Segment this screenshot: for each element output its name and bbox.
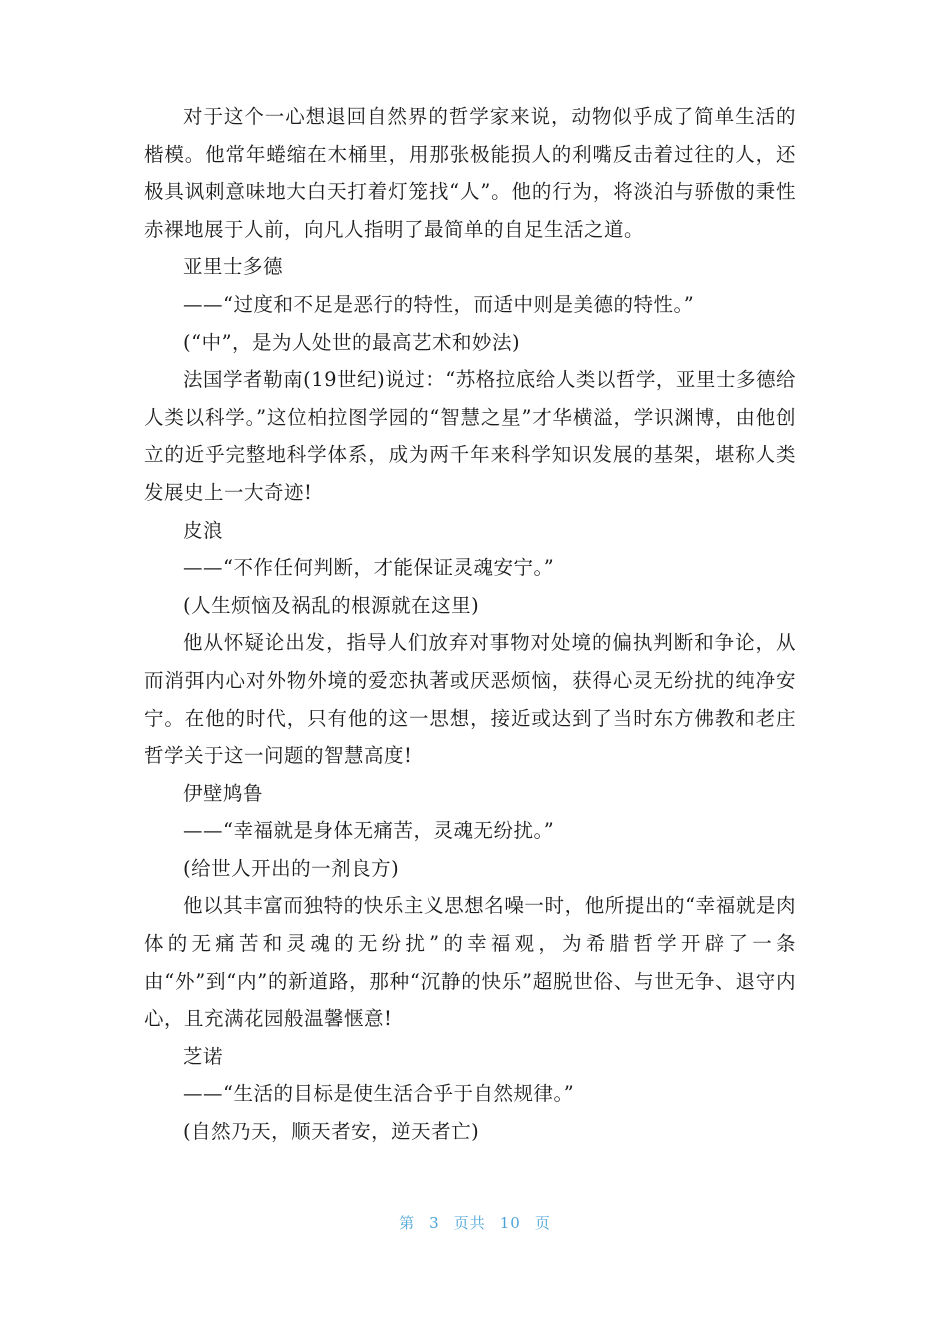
annotation-pyrrho: (人生烦恼及祸乱的根源就在这里) (183, 593, 480, 617)
paragraph-diogenes-description: 对于这个一心想退回自然界的哲学家来说，动物似乎成了简单生活的楷模。他常年蜷缩在木桶里，用那张极能损人的利嘴反击着过往的人，还极具讽刺意味地大白天打着灯笼找“人”。他的行为，将淡泊与骄傲的秉性赤裸地展于人前，向凡人指明了最简单的自足生活之道。 (144, 105, 796, 241)
quote-zeno: ——“生活的目标是使生活合乎于自然规律。” (183, 1082, 575, 1106)
paragraph-epicurus-description: 他以其丰富而独特的快乐主义思想名噪一时，他所提出的“幸福就是肉体的无痛苦和灵魂的无纷扰”的幸福观，为希腊哲学开辟了一条由“外”到“内”的新道路，那种“沉静的快乐”超脱世俗、与世无争、退守内心，且充满花园般温馨惬意! (144, 894, 796, 1031)
footer-total-pages: 10 (499, 1214, 521, 1232)
quote-epicurus: ——“幸福就是身体无痛苦，灵魂无纷扰。” (183, 819, 555, 843)
paragraph-aristotle-description: 法国学者勒南(19世纪)说过：“苏格拉底给人类以哲学，亚里士多德给人类以科学。”这位柏拉图学园的“智慧之星”才华横溢，学识渊博，由他创立的近乎完整地科学体系，成为两千年来科学知识发展的基架，堪称人类发展史上一大奇迹! (144, 368, 796, 504)
philosopher-name-pyrrho: 皮浪 (183, 518, 224, 542)
footer-di: 第 (399, 1214, 416, 1232)
document-body (144, 98, 796, 1151)
philosopher-name-aristotle: 亚里士多德 (183, 255, 284, 279)
annotation-zeno: (自然乃天，顺天者安，逆天者亡) (183, 1120, 480, 1144)
annotation-epicurus: (给世人开出的一剂良方) (183, 856, 400, 880)
footer-page-number: 3 (429, 1214, 440, 1232)
page-footer (0, 1212, 950, 1233)
quote-pyrrho: ——“不作任何判断，才能保证灵魂安宁。” (183, 556, 555, 580)
philosopher-name-zeno: 芝诺 (183, 1044, 224, 1068)
footer-ye-gong: 页共 (453, 1214, 486, 1232)
paragraph-pyrrho-description: 他从怀疑论出发，指导人们放弃对事物对处境的偏执判断和争论，从而消弭内心对外物外境的爱恋执著或厌恶烦恼，获得心灵无纷扰的纯净安宁。在他的时代，只有他的这一思想，接近或达到了当时东方佛教和老庄哲学关于这一问题的智慧高度! (144, 631, 796, 768)
philosopher-name-epicurus: 伊壁鸠鲁 (183, 781, 264, 805)
annotation-aristotle: (“中”，是为人处世的最高艺术和妙法) (183, 330, 521, 354)
footer-ye: 页 (534, 1214, 551, 1232)
quote-aristotle: ——“过度和不足是恶行的特性，而适中则是美德的特性。” (183, 292, 695, 316)
